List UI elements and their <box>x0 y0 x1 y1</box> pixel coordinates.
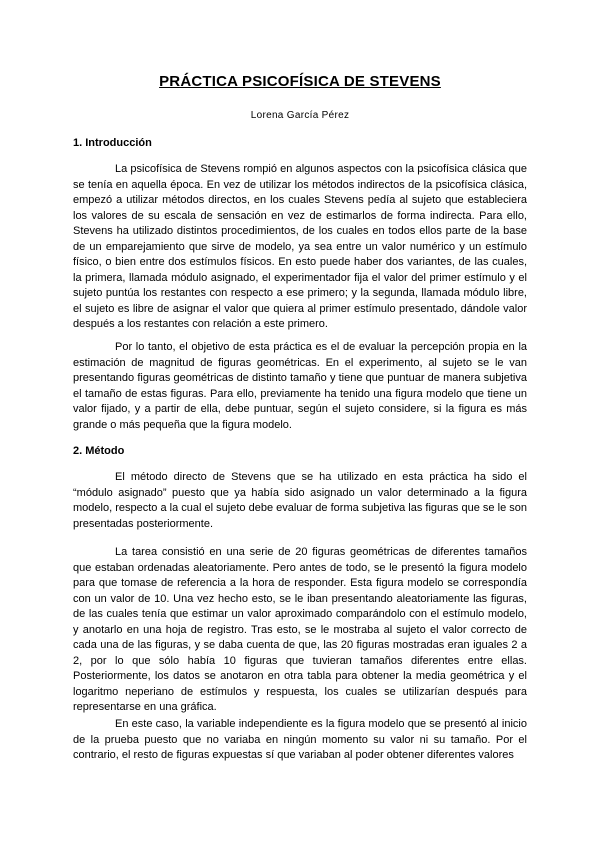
author-name: Lorena García Pérez <box>250 110 350 121</box>
method-paragraph-2: La tarea consistió en una serie de 20 figuras geométricas de diferentes tamaños que estaban ordenadas aleatoriamente. Pero antes de todo, se le presentó la figura modelo para que tomase de referencia a la hora de responder. Esta figura modelo se correspondía con un valor de 10. Una vez hecho esto, se le iban presentando aleatoriamente las figuras, de las cuales tenía que estimar un valor aproximado comparándolo con el estímulo modelo, y anotarlo en una hoja de registro. Tras esto, se le mostraba al sujeto el valor correcto de cada una de las figuras, y se daba cuenta de que, las 20 figuras mostradas eran iguales 2 a 2, por lo que sólo había 10 figuras que tuvieran tamaños diferentes entre ellas. Posteriormente, los datos se anotaron en otra tabla para obtener la media geométrica y el logaritmo neperiano de estímulos y respuesta, los cuales se utilizarían después para representarse en una gráfica. <box>73 546 527 713</box>
intro-paragraph-1: La psicofísica de Stevens rompió en algunos aspectos con la psicofísica clásica que se tenía en aquella época. En vez de utilizar los métodos indirectos de la psicofísica clásica, empezó a utilizar métodos directos, en los cuales Stevens pedía al sujeto que estableciera los valores de su escala de sensación en vez de estimarlos de forma indirecta. Para ello, Stevens ha utilizado distintos procedimientos, de los cuales en todos ellos parte de la base de un emparejamiento que sirve de modelo, ya sea entre un valor numérico y un estímulo físico, o bien entre dos estímulos físicos. En esto puede haber dos variantes, de las cuales, la primera, llamada módulo asignado, el experimentador fija el valor del primer estímulo y el sujeto puntúa los restantes con respecto a ese primero; y la segunda, llamada módulo libre, el sujeto es libre de asignar el valor que quiera al primer estímulo presentado, dándole valor después a los restantes con relación a este primero. <box>73 163 527 330</box>
intro-paragraph-2: Por lo tanto, el objetivo de esta práctica es el de evaluar la percepción propia en la estimación de magnitud de figuras geométricas. En el experimento, al sujeto se le van presentando figuras geométricas de distinto tamaño y tiene que puntuar de manera subjetiva el tamaño de estas figuras. Para ello, previamente ha tenido una figura modelo que tiene un valor fijado, y a partir de ella, debe puntuar, según el sujeto considere, si la figura es más grande o más pequeña que la figura modelo. <box>73 341 527 431</box>
section-heading-introduccion: 1. Introducción <box>73 137 152 149</box>
method-paragraph-1: El método directo de Stevens que se ha utilizado en esta práctica ha sido el “módulo asignado” puesto que ya había sido asignado un valor determinado a la figura modelo, respecto a la cual el sujeto debe evaluar de forma subjetiva las figuras que se le son presentadas posteriormente. <box>73 471 527 530</box>
method-paragraph-3: En este caso, la variable independiente es la figura modelo que se presentó al inicio de la prueba puesto que no variaba en ningún momento su valor ni su tamaño. Por el contrario, el resto de figuras expuestas sí que variaban al poder obtener diferentes valores <box>73 718 527 761</box>
section-heading-metodo: 2. Método <box>73 445 125 457</box>
document-title: PRÁCTICA PSICOFÍSICA DE STEVENS <box>159 73 441 90</box>
